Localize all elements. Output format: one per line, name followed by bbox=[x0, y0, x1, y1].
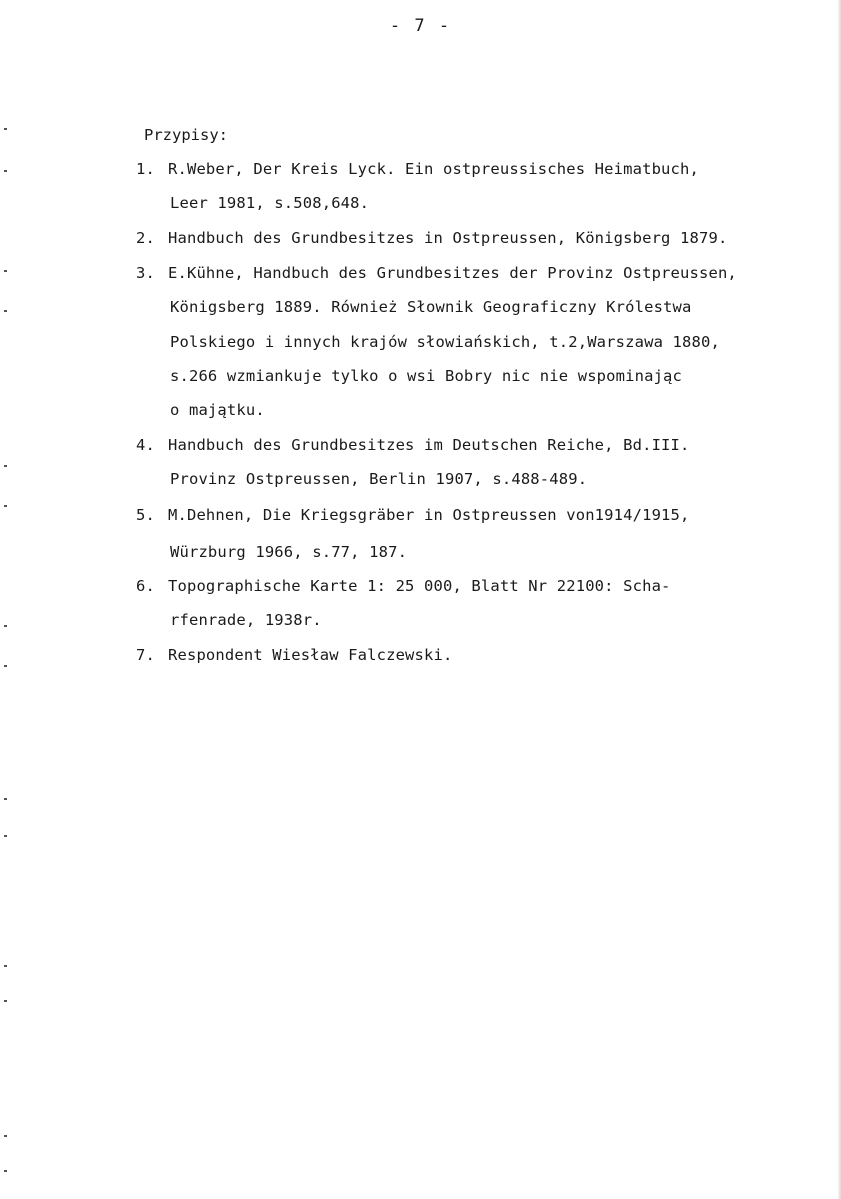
footnote-6 bbox=[136, 577, 671, 595]
footnote-3-continuation: Königsberg 1889. Również Słownik Geograficzny Królestwa bbox=[170, 298, 692, 316]
margin-mark bbox=[4, 798, 7, 800]
footnote-4-continuation: Provinz Ostpreussen, Berlin 1907, s.488-489. bbox=[170, 470, 588, 488]
footnote-text: R.Weber, Der Kreis Lyck. Ein ostpreussisches Heimatbuch, bbox=[168, 160, 699, 178]
margin-mark bbox=[4, 270, 7, 272]
footnote-5-continuation: Würzburg 1966, s.77, 187. bbox=[170, 543, 408, 561]
margin-mark bbox=[4, 625, 7, 627]
margin-mark bbox=[4, 310, 7, 312]
margin-mark bbox=[4, 505, 7, 507]
footnote-4 bbox=[136, 436, 690, 454]
margin-mark bbox=[4, 665, 7, 667]
footnote-text: Handbuch des Grundbesitzes in Ostpreussen, Königsberg 1879. bbox=[168, 229, 728, 247]
footnote-number: 4. bbox=[136, 436, 155, 454]
footnote-number: 7. bbox=[136, 646, 155, 664]
footnote-1-continuation: Leer 1981, s.508,648. bbox=[170, 194, 370, 212]
margin-mark bbox=[4, 1170, 7, 1172]
footnote-1 bbox=[136, 160, 699, 178]
margin-mark bbox=[4, 170, 7, 172]
margin-mark bbox=[4, 835, 7, 837]
footnotes-heading: Przypisy: bbox=[144, 126, 228, 144]
margin-mark bbox=[4, 965, 7, 967]
footnote-7 bbox=[136, 646, 452, 664]
footnote-text: Respondent Wiesław Falczewski. bbox=[168, 646, 453, 664]
footnote-text: M.Dehnen, Die Kriegsgräber in Ostpreussen von1914/1915, bbox=[168, 506, 690, 524]
footnote-number: 6. bbox=[136, 577, 155, 595]
margin-mark bbox=[4, 1000, 7, 1002]
margin-mark bbox=[4, 128, 7, 130]
footnote-3 bbox=[136, 264, 737, 282]
footnote-number: 3. bbox=[136, 264, 155, 282]
footnote-text: E.Kühne, Handbuch des Grundbesitzes der Provinz Ostpreussen, bbox=[168, 264, 737, 282]
footnote-text: Handbuch des Grundbesitzes im Deutschen Reiche, Bd.III. bbox=[168, 436, 690, 454]
footnote-2 bbox=[136, 229, 727, 247]
footnote-3-continuation: s.266 wzmiankuje tylko o wsi Bobry nic nie wspominając bbox=[170, 367, 683, 385]
margin-mark bbox=[4, 1135, 7, 1137]
footnote-number: 5. bbox=[136, 506, 155, 524]
footnote-number: 2. bbox=[136, 229, 155, 247]
footnote-3-continuation: Polskiego i innych krajów słowiańskich, t.2,Warszawa 1880, bbox=[170, 333, 720, 351]
footnote-3-continuation: o majątku. bbox=[170, 401, 265, 419]
footnote-text: Topographische Karte 1: 25 000, Blatt Nr 22100: Scha- bbox=[168, 577, 671, 595]
footnote-5 bbox=[136, 506, 690, 524]
page-number: - 7 - bbox=[389, 16, 452, 36]
margin-mark bbox=[4, 465, 7, 467]
footnote-6-continuation: rfenrade, 1938r. bbox=[170, 611, 322, 629]
footnote-number: 1. bbox=[136, 160, 155, 178]
